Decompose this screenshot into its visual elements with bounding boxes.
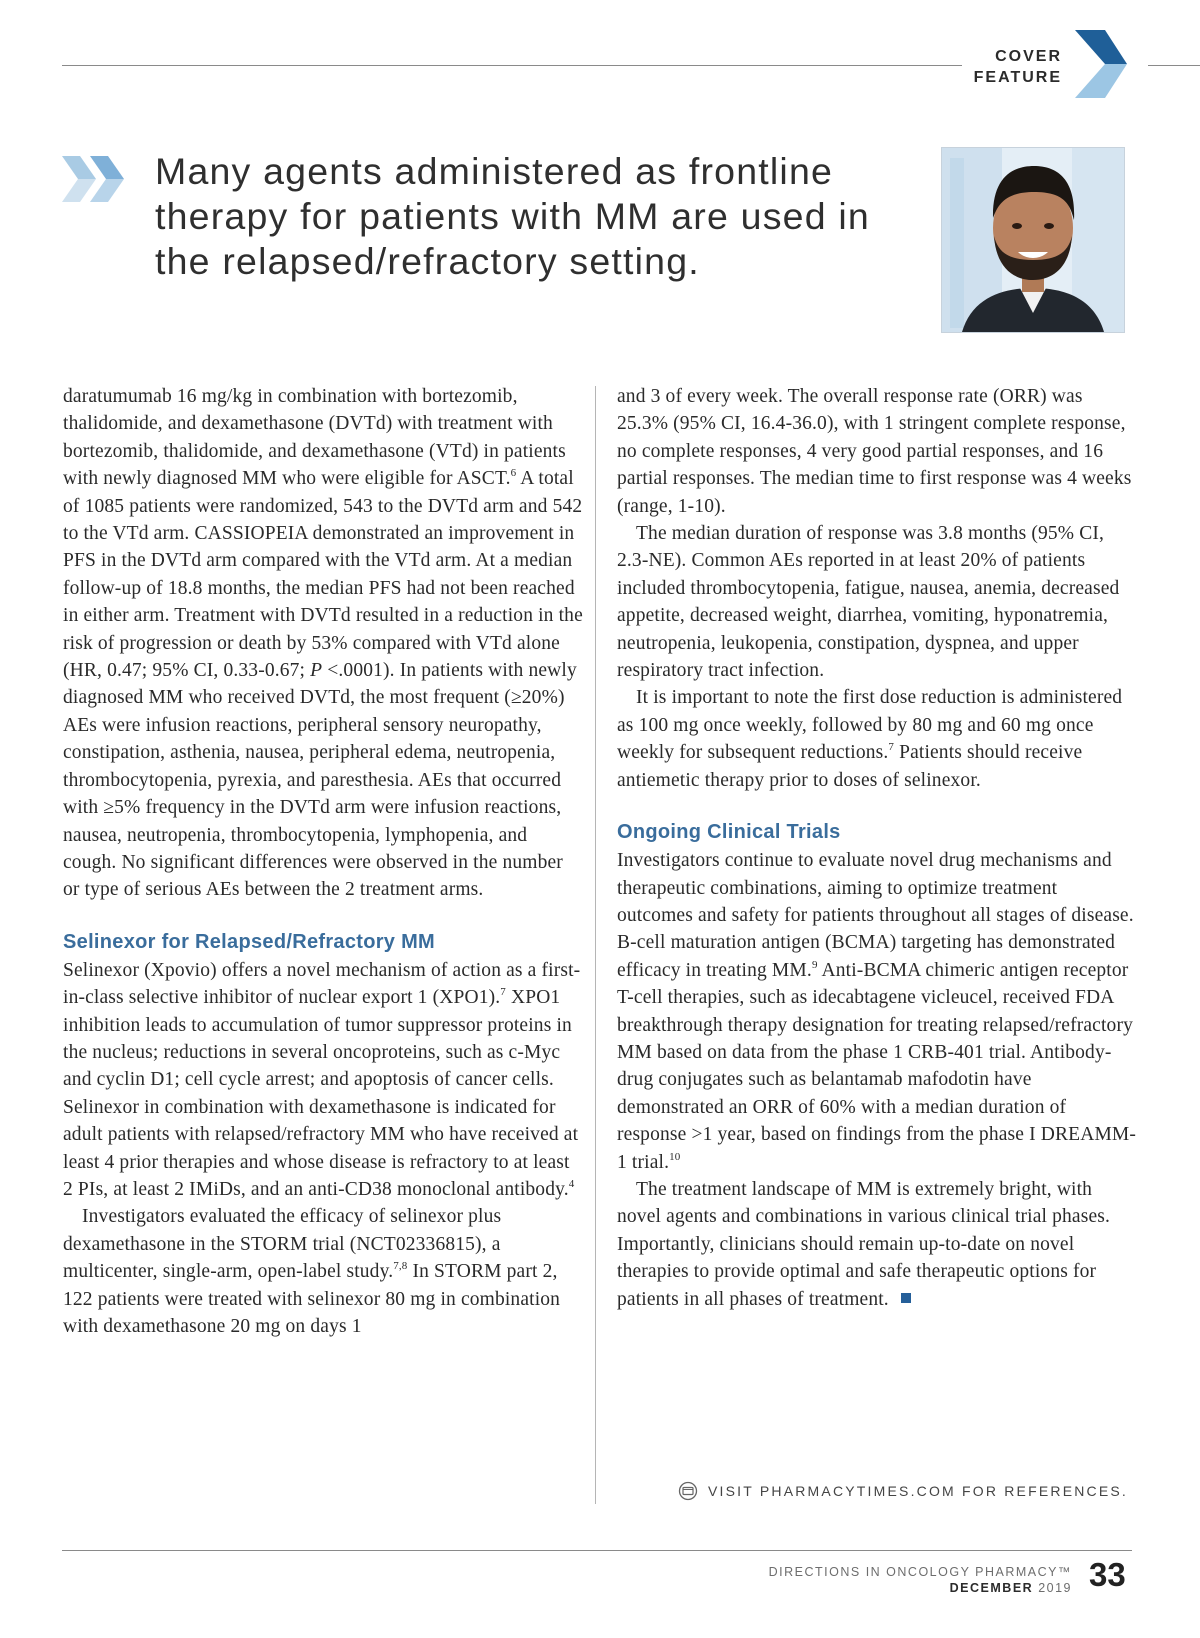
chevron-logo-icon bbox=[1075, 30, 1135, 100]
footer-rule bbox=[62, 1550, 1132, 1551]
selinexor-heading: Selinexor for Relapsed/Refractory MM bbox=[63, 930, 436, 953]
right-paragraph-1: and 3 of every week. The overall response rate (ORR) was 25.3% (95% CI, 16.4-36.0), with 1 stringent complete response, no complete responses, 4 very good partial responses, and 16 partial responses. The median time to first response was 4 weeks (range, 1-10). bbox=[617, 386, 1132, 517]
pull-quote-chevrons-icon bbox=[62, 156, 130, 206]
right-paragraph-2: The median duration of response was 3.8 months (95% CI, 2.3-NE). Common AEs reported in at least 20% of patients included thrombocytopenia, fatigue, nausea, anemia, decreased appetite, decreased weight, diarrhea, vomiting, hyponatremia, neutropenia, leukopenia, constipation, dyspnea, and upper respiratory tract infection. bbox=[617, 523, 1120, 682]
section-label bbox=[974, 46, 1062, 88]
left-paragraph-3: Investigators evaluated the efficacy of selinexor plus dexamethasone in the STORM trial (NCT02336815), a multicenter, single-arm, open-label study.$^{7,8}$ In STORM part 2, 122 patients were treated with selinexor 80 mg in combination with dexamethasone 20 mg on days 1 bbox=[63, 1206, 561, 1337]
right-paragraph-4: Investigators continue to evaluate novel drug mechanisms and therapeutic combinations, aiming to optimize treatment outcomes and safety for patients throughout all stages of disease. B-cell maturation antigen (BCMA) targeting has demonstrated efficacy in treating MM.$^9$ Anti-BCMA chimeric antigen receptor T-cell therapies, such as idecabtagene vicleucel, received FDA breakthrough therapy designation for treating relapsed/refractory MM based on data from the phase 1 CRB-401 trial. Antibody-drug conjugates such as belantamab mafodotin have demonstrated an ORR of 60% with a median duration of response >1 year, based on findings from the phase I DREAMM-1 trial.$^{10}$ bbox=[617, 850, 1137, 1173]
section-label-line1: COVER bbox=[995, 48, 1062, 65]
right-paragraph-5: The treatment landscape of MM is extremely bright, with novel agents and combinations in various clinical trial phases. Importantly, clinicians should remain up-to-date on novel therapies to provide optimal and safe therapeutic options for patients in all phases of treatment. bbox=[617, 1178, 1111, 1310]
pull-quote: Many agents administered as frontline therapy for patients with MM are used in the relapsed/refractory setting. bbox=[155, 150, 870, 282]
author-portrait bbox=[941, 147, 1125, 333]
journal-name: DIRECTIONS IN ONCOLOGY PHARMACY™ bbox=[768, 1565, 1072, 1579]
references-note bbox=[678, 1481, 1128, 1501]
issue-date: DECEMBER 2019 bbox=[949, 1581, 1072, 1595]
section-label-line2: FEATURE bbox=[973, 69, 1062, 86]
end-of-article-mark bbox=[901, 1293, 911, 1303]
column-divider bbox=[595, 386, 596, 1504]
right-paragraph-3: It is important to note the first dose reduction is administered as 100 mg once weekly, followed by 80 mg and 60 mg once weekly for subsequent reductions.$^7$ Patients should receive antiemetic therapy prior to doses of selinexor. bbox=[617, 687, 1123, 791]
footer-publication bbox=[769, 1564, 1072, 1596]
right-column bbox=[617, 383, 1137, 1313]
web-icon bbox=[678, 1481, 698, 1501]
left-paragraph-1: daratumumab 16 mg/kg in combination with bortezomib, thalidomide, and dexamethasone (DVTd) with treatment with bortezomib, thalidomide, and dexamethasone (VTd) in patients with newly diagnosed MM who were eligible for ASCT.$^6$ A total of 1085 patients were randomized, 543 to the DVTd arm and 542 to the VTd arm. CASSIOPEIA demonstrated an improvement in PFS in the DVTd arm compared with the VTd arm. At a median follow-up of 18.8 months, the median PFS had not been reached in either arm. Treatment with DVTd resulted in a reduction in the risk of progression or death by 53% compared with VTd alone (HR, 0.47; 95% CI, 0.33-0.67; P <.0001). In patients with newly diagnosed MM who received DVTd, the most frequent (≥20%) AEs were infusion reactions, peripheral sensory neuropathy, constipation, asthenia, nausea, peripheral edema, neutropenia, thrombocytopenia, pyrexia, and paresthesia. AEs that occurred with ≥5% frequency in the DVTd arm were infusion reactions, nausea, neutropenia, thrombocytopenia, lymphopenia, and cough. No significant differences were observed in the number or type of serious AEs between the 2 treatment arms. bbox=[63, 386, 583, 901]
left-paragraph-2: Selinexor (Xpovio) offers a novel mechanism of action as a first-in-class selective inhibitor of nuclear export 1 (XPO1).$^7$ XPO1 inhibition leads to accumulation of tumor suppressor proteins in the nucleus; reductions in several oncoproteins, such as c-Myc and cyclin D1; cell cycle arrest; and apoptosis of cancer cells. Selinexor in combination with dexamethasone is indicated for adult patients with relapsed/refractory MM who have received at least 4 prior therapies and whose disease is refractory to at least 2 PIs, at least 2 IMiDs, and an anti-CD38 monoclonal antibody.$^4$ bbox=[63, 959, 581, 1200]
ongoing-trials-heading: Ongoing Clinical Trials bbox=[617, 821, 841, 844]
references-text: VISIT PHARMACYTIMES.COM FOR REFERENCES. bbox=[708, 1483, 1129, 1499]
page-number: 33 bbox=[1089, 1556, 1126, 1593]
header-rule-right bbox=[1148, 65, 1200, 66]
left-column bbox=[63, 383, 583, 1340]
header-rule-left bbox=[62, 65, 962, 66]
